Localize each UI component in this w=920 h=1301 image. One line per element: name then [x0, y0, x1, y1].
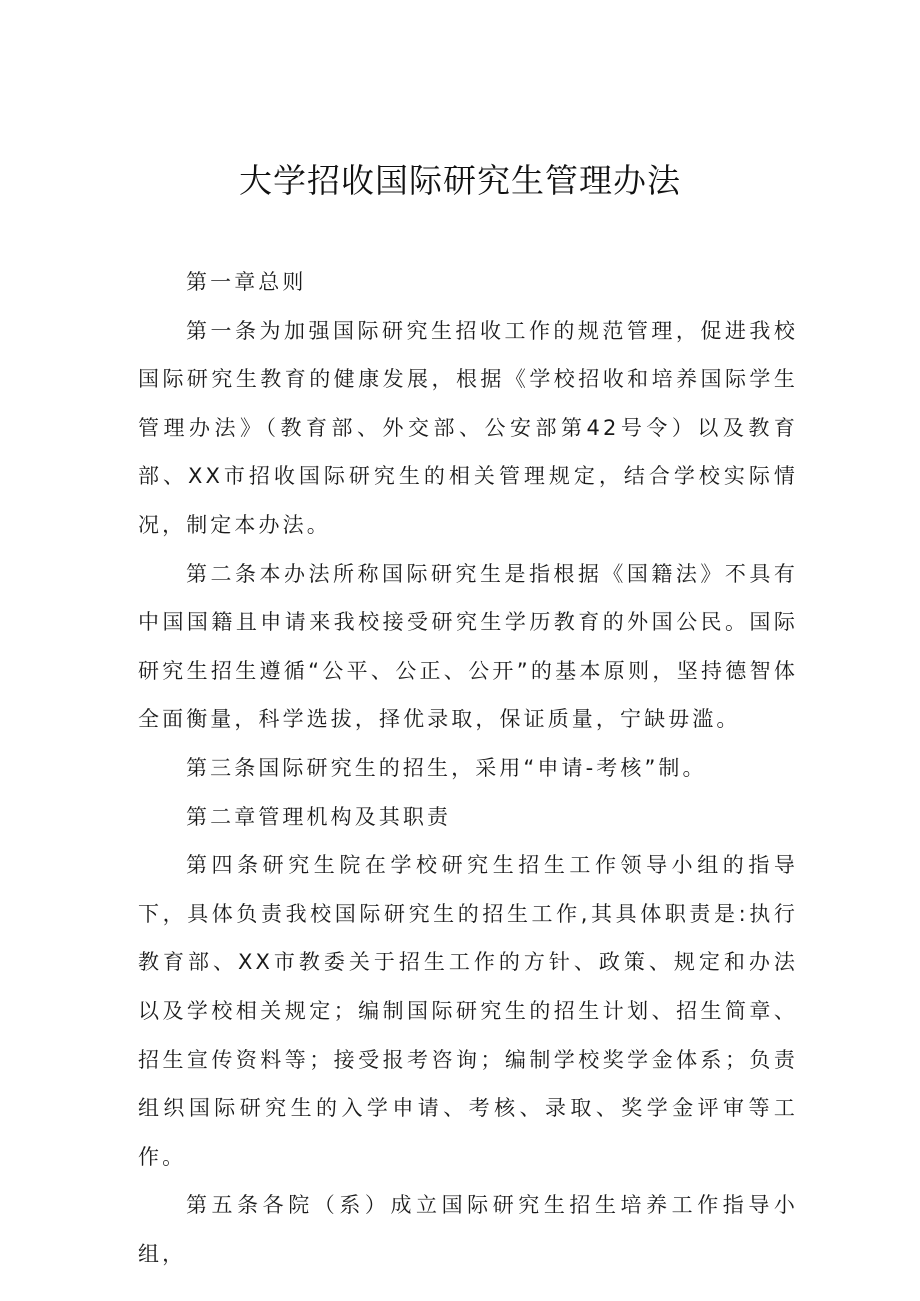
article-paragraph: 第五条各院（系）成立国际研究生招生培养工作指导小组， [138, 1193, 798, 1266]
document-body [138, 258, 798, 1278]
chapter-heading: 第二章管理机构及其职责 [186, 804, 452, 829]
article-paragraph: 第一条为加强国际研究生招收工作的规范管理，促进我校国际研究生教育的健康发展，根据《学校招收和培养国际学生管理办法》（教育部、外交部、公安部第42号令）以及教育部、XX市招收国际研究生的相关管理规定，结合学校实际情况，制定本办法。 [138, 318, 798, 537]
article-paragraph: 第二条本办法所称国际研究生是指根据《国籍法》不具有中国国籍且申请来我校接受研究生学历教育的外国公民。国际研究生招生遵循“公平、公正、公开”的基本原则，坚持德智体全面衡量，科学选拔，择优录取，保证质量，宁缺毋滥。 [138, 561, 798, 732]
document-title: 大学招收国际研究生管理办法 [239, 161, 681, 200]
article-paragraph: 第四条研究生院在学校研究生招生工作领导小组的指导下，具体负责我校国际研究生的招生工作,其具体职责是:执行教育部、XX市教委关于招生工作的方针、政策、规定和办法以及学校相关规定；编制国际研究生的招生计划、招生简章、招生宣传资料等；接受报考咨询；编制学校奖学金体系；负责组织国际研究生的入学申请、考核、录取、奖学金评审等工作。 [138, 853, 798, 1169]
chapter-heading: 第一章总则 [186, 270, 307, 294]
article-paragraph: 第三条国际研究生的招生，采用“申请-考核”制。 [186, 755, 707, 780]
